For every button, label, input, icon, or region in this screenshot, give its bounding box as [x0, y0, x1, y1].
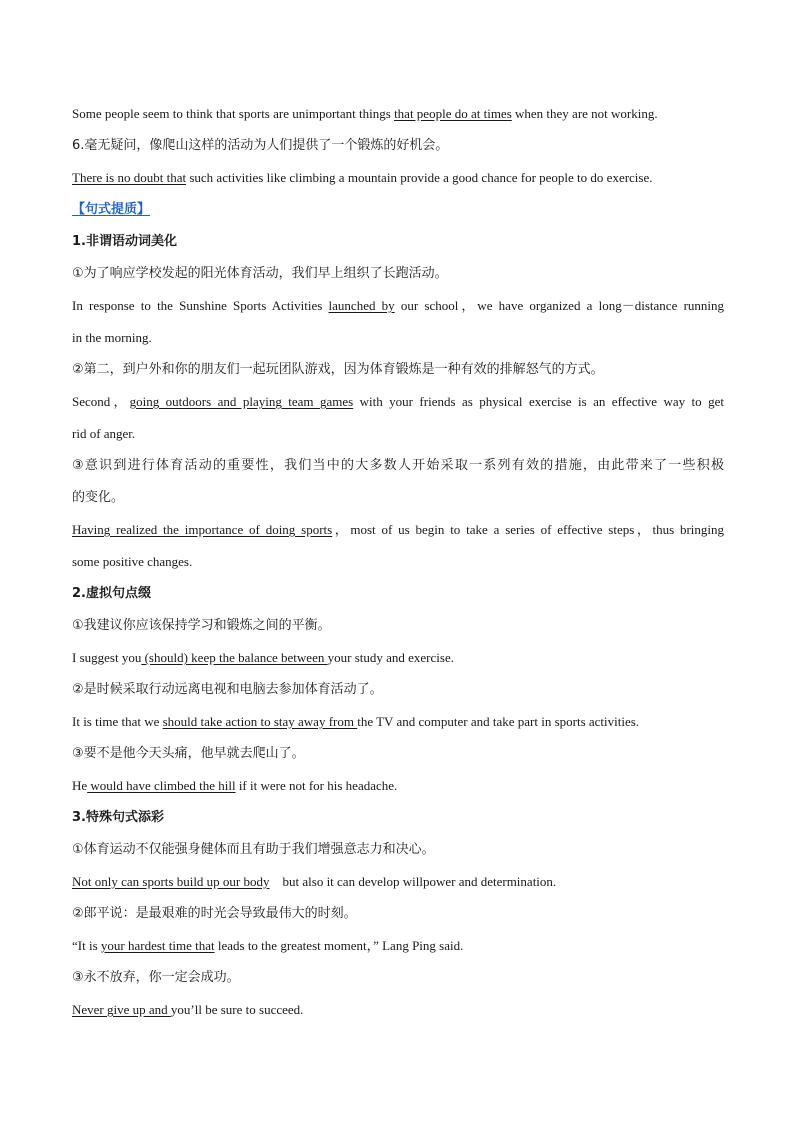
text-segment: when they are not working. [511, 106, 658, 121]
underlined-answer: launched by [328, 298, 395, 313]
chinese-prompt: ①为了响应学校发起的阳光体育活动，我们早上组织了长跑活动。 [72, 266, 448, 281]
text-segment: your study and exercise. [327, 650, 454, 665]
subsection-title: 2.虚拟句点缀 [72, 586, 151, 601]
text-segment: our school，we have organized a long－distance running [394, 298, 724, 313]
text-segment: Some people seem to think that sports are unimportant things [72, 106, 395, 121]
text-line: in the morning. [72, 330, 152, 345]
underlined-answer: that people do at times [394, 106, 512, 121]
text-line [72, 290, 724, 322]
text-line [72, 642, 724, 674]
text-segment: In response to the Sunshine Sports Activities [72, 298, 329, 313]
text-line [72, 514, 724, 546]
text-segment: but also it can develop willpower and determination. [269, 874, 557, 889]
text-segment: I suggest you [72, 650, 142, 665]
underlined-answer: Having realized the importance of doing sports [72, 522, 333, 537]
text-segment: if it were not for his headache. [235, 778, 398, 793]
underlined-answer: your hardest time that [100, 938, 215, 953]
chinese-prompt: ②郎平说：是最艰难的时光会导致最伟大的时刻。 [72, 906, 357, 921]
underlined-answer: would have climbed the hill [87, 778, 236, 793]
chinese-prompt: ②是时候采取行动远离电视和电脑去参加体育活动了。 [72, 682, 383, 697]
chinese-prompt: ②第二，到户外和你的朋友们一起玩团队游戏，因为体育锻炼是一种有效的排解怒气的方式。 [72, 362, 604, 377]
text-segment: “It is [72, 938, 101, 953]
text-segment: you’ll be sure to succeed. [170, 1002, 304, 1017]
text-line [72, 930, 724, 962]
section-heading [72, 194, 724, 226]
section-heading-text: 【句式提质】 [72, 202, 151, 217]
subsection-title: 3.特殊句式添彩 [72, 810, 164, 825]
text-line [72, 770, 724, 802]
text-segment: with your friends as physical exercise is an effective way to get [353, 394, 724, 409]
text-segment: He [72, 778, 88, 793]
text-segment: ，most of us begin to take a series of effective steps，thus bringing [332, 522, 724, 537]
underlined-answer: There is no doubt that [72, 170, 187, 185]
text-segment: It is time that we [72, 714, 163, 729]
text-line: some positive changes. [72, 554, 193, 569]
chinese-prompt: ③意识到进行体育活动的重要性，我们当中的大多数人开始采取一系列有效的措施，由此带来了一些积极 [72, 458, 724, 473]
text-segment: such activities like climbing a mountain provide a good chance for people to do exercise. [186, 170, 653, 185]
underlined-answer: (should) keep the balance between [141, 650, 328, 665]
subsection-title: 1.非谓语动词美化 [72, 234, 177, 249]
underlined-answer: should take action to stay away from [162, 714, 358, 729]
chinese-prompt: ①我建议你应该保持学习和锻炼之间的平衡。 [72, 618, 331, 633]
chinese-prompt: ③要不是他今天头痛，他早就去爬山了。 [72, 746, 305, 761]
text-line [72, 162, 724, 194]
text-line: rid of anger. [72, 426, 136, 441]
text-segment: leads to the greatest moment，” Lang Ping said. [214, 938, 464, 953]
text-line [72, 706, 724, 738]
text-line [72, 386, 724, 418]
underlined-answer: Never give up and [72, 1002, 171, 1017]
text-segment: the TV and computer and take part in sports activities. [357, 714, 640, 729]
text-segment: Second， [72, 394, 130, 409]
underlined-answer: going outdoors and playing team games [129, 394, 354, 409]
text-line [72, 866, 724, 898]
chinese-prompt: 6.毫无疑问，像爬山这样的活动为人们提供了一个锻炼的好机会。 [72, 138, 449, 153]
text-line [72, 98, 724, 130]
chinese-prompt: 的变化。 [72, 490, 125, 505]
text-line [72, 994, 724, 1026]
chinese-prompt: ③永不放弃，你一定会成功。 [72, 970, 240, 985]
underlined-answer: Not only can sports build up our body [72, 874, 270, 889]
chinese-prompt: ①体育运动不仅能强身健体而且有助于我们增强意志力和决心。 [72, 842, 435, 857]
